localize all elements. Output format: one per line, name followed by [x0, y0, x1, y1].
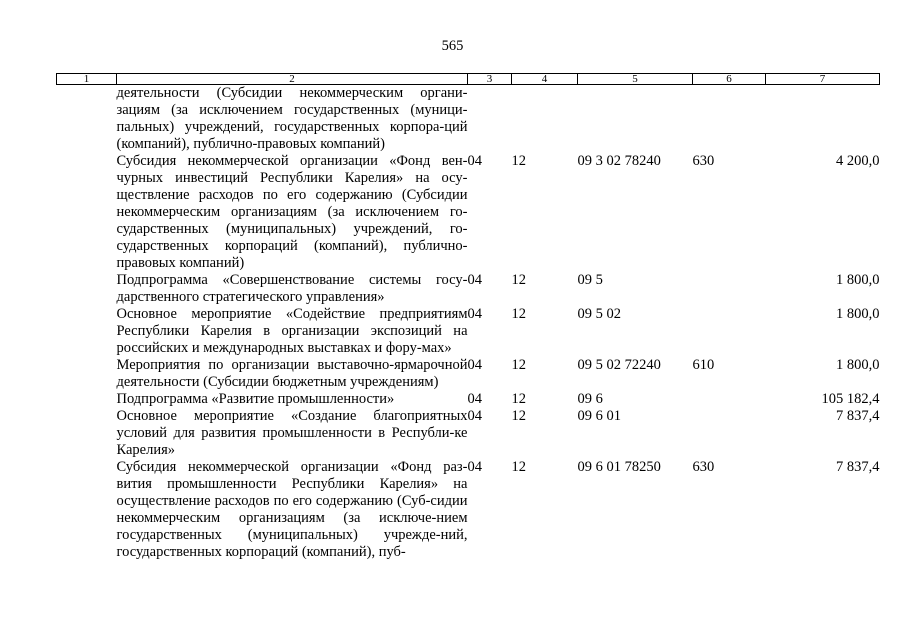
column-header-4: 4 — [512, 74, 578, 85]
expense-type-cell: 630 — [692, 459, 715, 475]
column-header-7: 7 — [766, 74, 880, 85]
column-header-6: 6 — [693, 74, 766, 85]
row-number-cell — [57, 306, 117, 357]
item-name-cell: Субсидия некоммерческой организации «Фонд вен-чурных инвестиций Республики Карелия» на осу-ществление расходов по его содержанию (Субсидии некоммерческим организациям (за исключением го-сударственных (муниципальных) учреждений, го-сударственных корпораций (компаний), публично-правовых компаний) — [116, 153, 468, 271]
expense-type-cell — [693, 408, 766, 459]
section-code-cell: 04 — [467, 272, 482, 288]
section-code-cell: 04 — [467, 408, 482, 424]
target-article-cell: 09 6 01 — [577, 408, 621, 424]
row-number-cell — [57, 459, 117, 561]
amount-cell: 1 800,0 — [836, 357, 880, 373]
item-name-cell: Подпрограмма «Совершенствование системы госу-дарственного стратегического управления» — [116, 272, 468, 305]
item-name-cell: Мероприятия по организации выставочно-ярмарочной деятельности (Субсидии бюджетным учреждениям) — [116, 357, 468, 390]
row-number-cell — [57, 357, 117, 391]
table-row — [57, 391, 880, 408]
amount-cell: 105 182,4 — [821, 391, 880, 407]
target-article-cell: 09 3 02 78240 — [577, 153, 661, 169]
row-number-cell — [57, 153, 117, 272]
table-row — [57, 357, 880, 391]
row-number-cell — [57, 85, 117, 154]
target-article-cell — [578, 85, 693, 154]
item-name-cell: Субсидия некоммерческой организации «Фонд раз-вития промышленности Республики Карелия» на осуществление расходов по его содержанию (Суб-сидии некоммерческим организациям (за исключе-нием государственных (муниципальных) учрежде-ний, государственных корпораций (компаний), пуб- — [116, 459, 468, 560]
table-row — [57, 306, 880, 357]
amount-cell: 1 800,0 — [836, 306, 880, 322]
subsection-code-cell: 12 — [511, 391, 526, 407]
target-article-cell: 09 6 01 78250 — [577, 459, 661, 475]
target-article-cell: 09 5 — [577, 272, 603, 288]
budget-rows — [57, 85, 880, 562]
table-row — [57, 272, 880, 306]
column-header-1: 1 — [57, 74, 117, 85]
expense-type-cell: 610 — [692, 357, 715, 373]
subsection-code-cell: 12 — [511, 306, 526, 322]
section-code-cell: 04 — [467, 357, 482, 373]
subsection-code-cell: 12 — [511, 153, 526, 169]
subsection-code-cell: 12 — [511, 272, 526, 288]
table-row — [57, 459, 880, 561]
expense-type-cell: 630 — [692, 153, 715, 169]
row-number-cell — [57, 391, 117, 408]
section-code-cell — [468, 85, 512, 154]
subsection-code-cell: 12 — [511, 408, 526, 424]
item-name-cell: деятельности (Субсидии некоммерческим органи-зациям (за исключением государственных (муници-пальных) учреждений, государственных корпора-ций (компаний), публично-правовых компаний) — [116, 85, 468, 152]
section-code-cell: 04 — [467, 306, 482, 322]
expense-type-cell — [693, 306, 766, 357]
amount-cell: 7 837,4 — [836, 459, 880, 475]
expense-type-cell — [693, 85, 766, 154]
item-name-cell: Основное мероприятие «Создание благоприятных условий для развития промышленности в Республи-ке Карелия» — [116, 408, 468, 458]
column-header-3: 3 — [468, 74, 512, 85]
column-header-5: 5 — [578, 74, 693, 85]
section-code-cell: 04 — [467, 459, 482, 475]
item-name-cell: Подпрограмма «Развитие промышленности» — [116, 391, 395, 407]
target-article-cell: 09 5 02 72240 — [577, 357, 661, 373]
amount-cell — [766, 85, 880, 154]
page-number: 565 — [441, 38, 464, 54]
expense-type-cell — [693, 272, 766, 306]
item-name-cell: Основное мероприятие «Содействие предприятиям Республики Карелия в организации экспозиций на российских и международных выставках и фору-мах» — [116, 306, 468, 356]
column-number-row — [57, 74, 880, 85]
subsection-code-cell — [512, 85, 578, 154]
section-code-cell: 04 — [467, 391, 482, 407]
budget-table — [56, 73, 880, 561]
section-code-cell: 04 — [467, 153, 482, 169]
subsection-code-cell: 12 — [511, 357, 526, 373]
row-number-cell — [57, 408, 117, 459]
target-article-cell: 09 5 02 — [577, 306, 621, 322]
target-article-cell: 09 6 — [577, 391, 603, 407]
amount-cell: 7 837,4 — [836, 408, 880, 424]
amount-cell: 4 200,0 — [836, 153, 880, 169]
table-row — [57, 408, 880, 459]
row-number-cell — [57, 272, 117, 306]
amount-cell: 1 800,0 — [836, 272, 880, 288]
expense-type-cell — [693, 391, 766, 408]
subsection-code-cell: 12 — [511, 459, 526, 475]
column-header-2: 2 — [117, 74, 468, 85]
table-row — [57, 85, 880, 154]
table-row — [57, 153, 880, 272]
